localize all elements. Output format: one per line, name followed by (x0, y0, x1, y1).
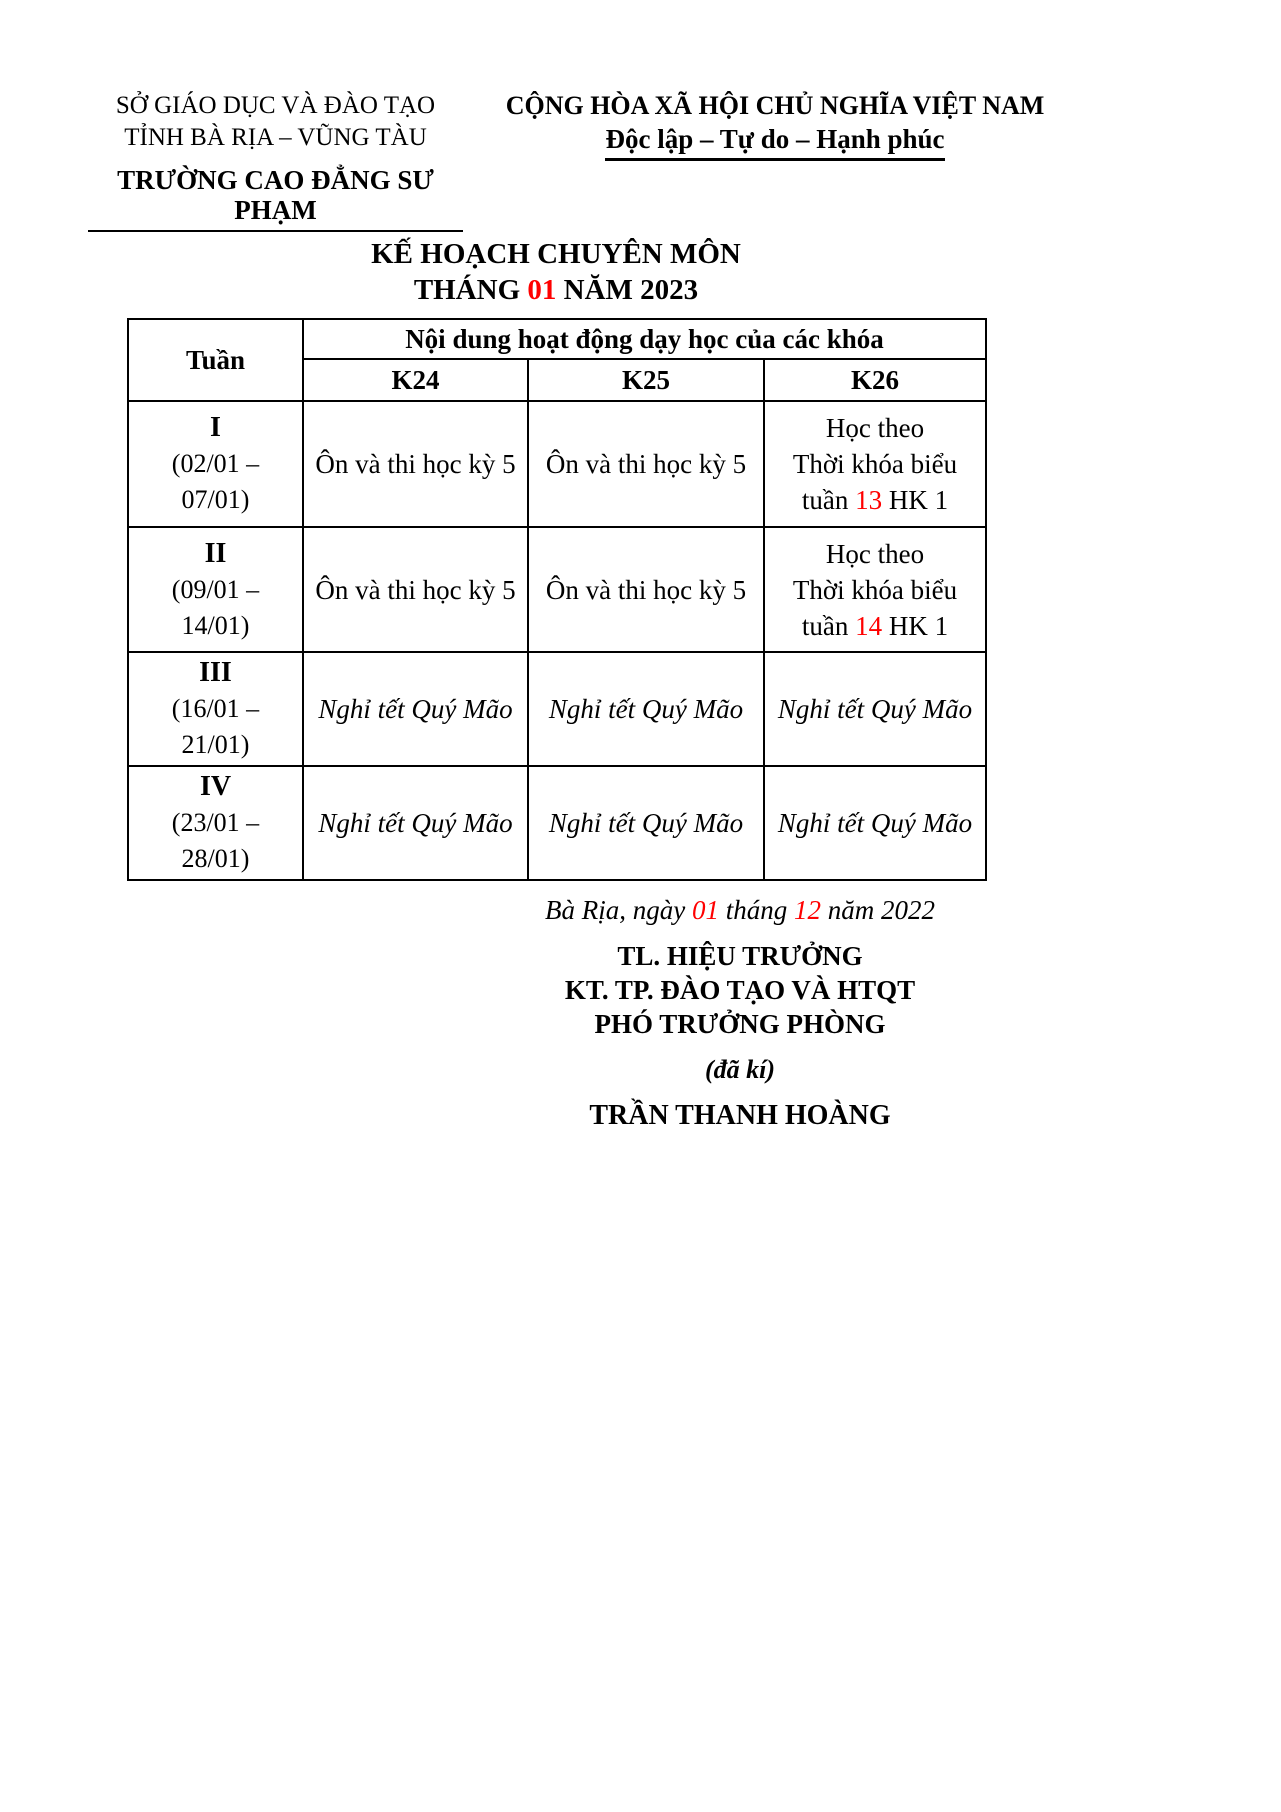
title-year-suffix: NĂM 2023 (556, 274, 699, 306)
schedule-cell (528, 401, 764, 527)
dept-line2: TỈNH BÀ RỊA – VŨNG TÀU (124, 124, 427, 151)
schedule-cell (528, 766, 764, 880)
week-dates: (16/01 – 21/01) (171, 694, 260, 759)
week-cell (128, 401, 303, 527)
cell-text: Nghỉ tết Quý Mão (318, 694, 513, 724)
schedule-cell (303, 652, 528, 766)
week-dates: (23/01 – 28/01) (171, 808, 260, 873)
cell-text: HK 1 (882, 610, 949, 641)
schedule-cell (303, 766, 528, 880)
cell-text: Ôn và thi học kỳ 5 (315, 574, 516, 605)
schedule-cell (303, 401, 528, 527)
cell-text: Nghỉ tết Quý Mão (548, 808, 744, 838)
week-cell (128, 652, 303, 766)
schedule-cell (528, 652, 764, 766)
cell-line (771, 446, 979, 482)
date-mid: tháng (718, 895, 794, 925)
title-month-number: 01 (527, 274, 557, 306)
table-row (128, 401, 986, 527)
cell-text: Ôn và thi học kỳ 5 (315, 449, 516, 479)
dept-line1: SỞ GIÁO DỤC VÀ ĐÀO TẠO (115, 92, 436, 119)
date-day: 01 (691, 895, 719, 925)
schedule-cell (528, 527, 764, 652)
schedule-cell (303, 527, 528, 652)
cell-line (771, 536, 979, 572)
cell-line (771, 805, 979, 841)
cell-line (771, 608, 979, 644)
column-header-k25: K25 (528, 359, 764, 401)
cell-text: Nghỉ tết Quý Mão (777, 808, 973, 838)
title-month-prefix: THÁNG (413, 274, 528, 306)
signer-name: TRẦN THANH HOÀNG (589, 1100, 891, 1131)
column-header-k26: K26 (764, 359, 986, 401)
week-label: IV (199, 771, 232, 802)
table-row (128, 766, 986, 880)
cell-text: Học theo (825, 538, 925, 569)
week-cell (128, 527, 303, 652)
cell-text: Học theo (825, 413, 925, 443)
schedule-table (127, 318, 987, 881)
signed-note: (đã kí) (704, 1055, 776, 1084)
cell-text: Ôn và thi học kỳ 5 (545, 574, 747, 605)
red-highlight-text: 13 (855, 485, 883, 515)
week-label: III (199, 657, 232, 688)
week-dates: (02/01 – 07/01) (171, 449, 260, 514)
schedule-table-body (128, 401, 986, 880)
week-cell (128, 766, 303, 880)
group-column-header: Nội dung hoạt động dạy học của các khóa (303, 319, 986, 359)
national-motto: Độc lập – Tự do – Hạnh phúc (605, 124, 944, 161)
date-prefix: Bà Rịa, ngày (545, 895, 692, 925)
cell-text: Ôn và thi học kỳ 5 (545, 449, 747, 479)
cell-line (771, 572, 979, 608)
table-row (128, 527, 986, 652)
schedule-cell (764, 652, 986, 766)
week-dates: (09/01 – 14/01) (171, 574, 260, 640)
title-line2 (127, 272, 985, 308)
title-line1: KẾ HOẠCH CHUYÊN MÔN (371, 238, 741, 270)
column-header-k24: K24 (303, 359, 528, 401)
schedule-cell (764, 401, 986, 527)
cell-text: tuần (801, 610, 856, 641)
cell-line (771, 482, 979, 518)
cell-line (535, 572, 757, 608)
cell-line (310, 572, 521, 608)
cell-text: Nghỉ tết Quý Mão (777, 694, 973, 724)
red-highlight-text: 14 (855, 610, 883, 641)
schedule-cell (764, 527, 986, 652)
cell-text: Thời khóa biểu (792, 449, 958, 479)
cell-text: Nghỉ tết Quý Mão (548, 694, 744, 724)
cell-line (771, 410, 979, 446)
date-suffix: năm 2022 (821, 895, 935, 925)
issuing-org-block (88, 90, 463, 232)
school-name: TRƯỜNG CAO ĐẲNG SƯ PHẠM (88, 165, 463, 232)
date-month: 12 (794, 895, 821, 925)
national-name: CỘNG HÒA XÃ HỘI CHỦ NGHĨA VIỆT NAM (505, 91, 1045, 120)
document-title (127, 236, 985, 308)
signer-role-1: TL. HIỆU TRƯỞNG (617, 941, 863, 971)
cell-text: HK 1 (882, 485, 949, 515)
cell-line (310, 446, 521, 482)
table-row (128, 652, 986, 766)
cell-line (535, 691, 757, 727)
week-column-header: Tuần (128, 319, 303, 401)
signature-date-line (440, 893, 1040, 927)
cell-line (535, 446, 757, 482)
signature-block (440, 893, 1040, 1133)
national-header-block (505, 90, 1045, 161)
week-label: II (204, 537, 227, 569)
signer-role-2: KT. TP. ĐÀO TẠO VÀ HTQT (564, 975, 916, 1005)
cell-line (535, 805, 757, 841)
cell-text: Thời khóa biểu (792, 574, 958, 605)
signer-role-3: PHÓ TRƯỞNG PHÒNG (594, 1009, 886, 1039)
cell-text: Nghỉ tết Quý Mão (318, 808, 513, 838)
cell-text: tuần (801, 485, 856, 515)
table-header-row-1 (128, 319, 986, 359)
cell-line (771, 691, 979, 727)
week-label: I (210, 412, 221, 443)
schedule-cell (764, 766, 986, 880)
cell-line (310, 805, 521, 841)
cell-line (310, 691, 521, 727)
